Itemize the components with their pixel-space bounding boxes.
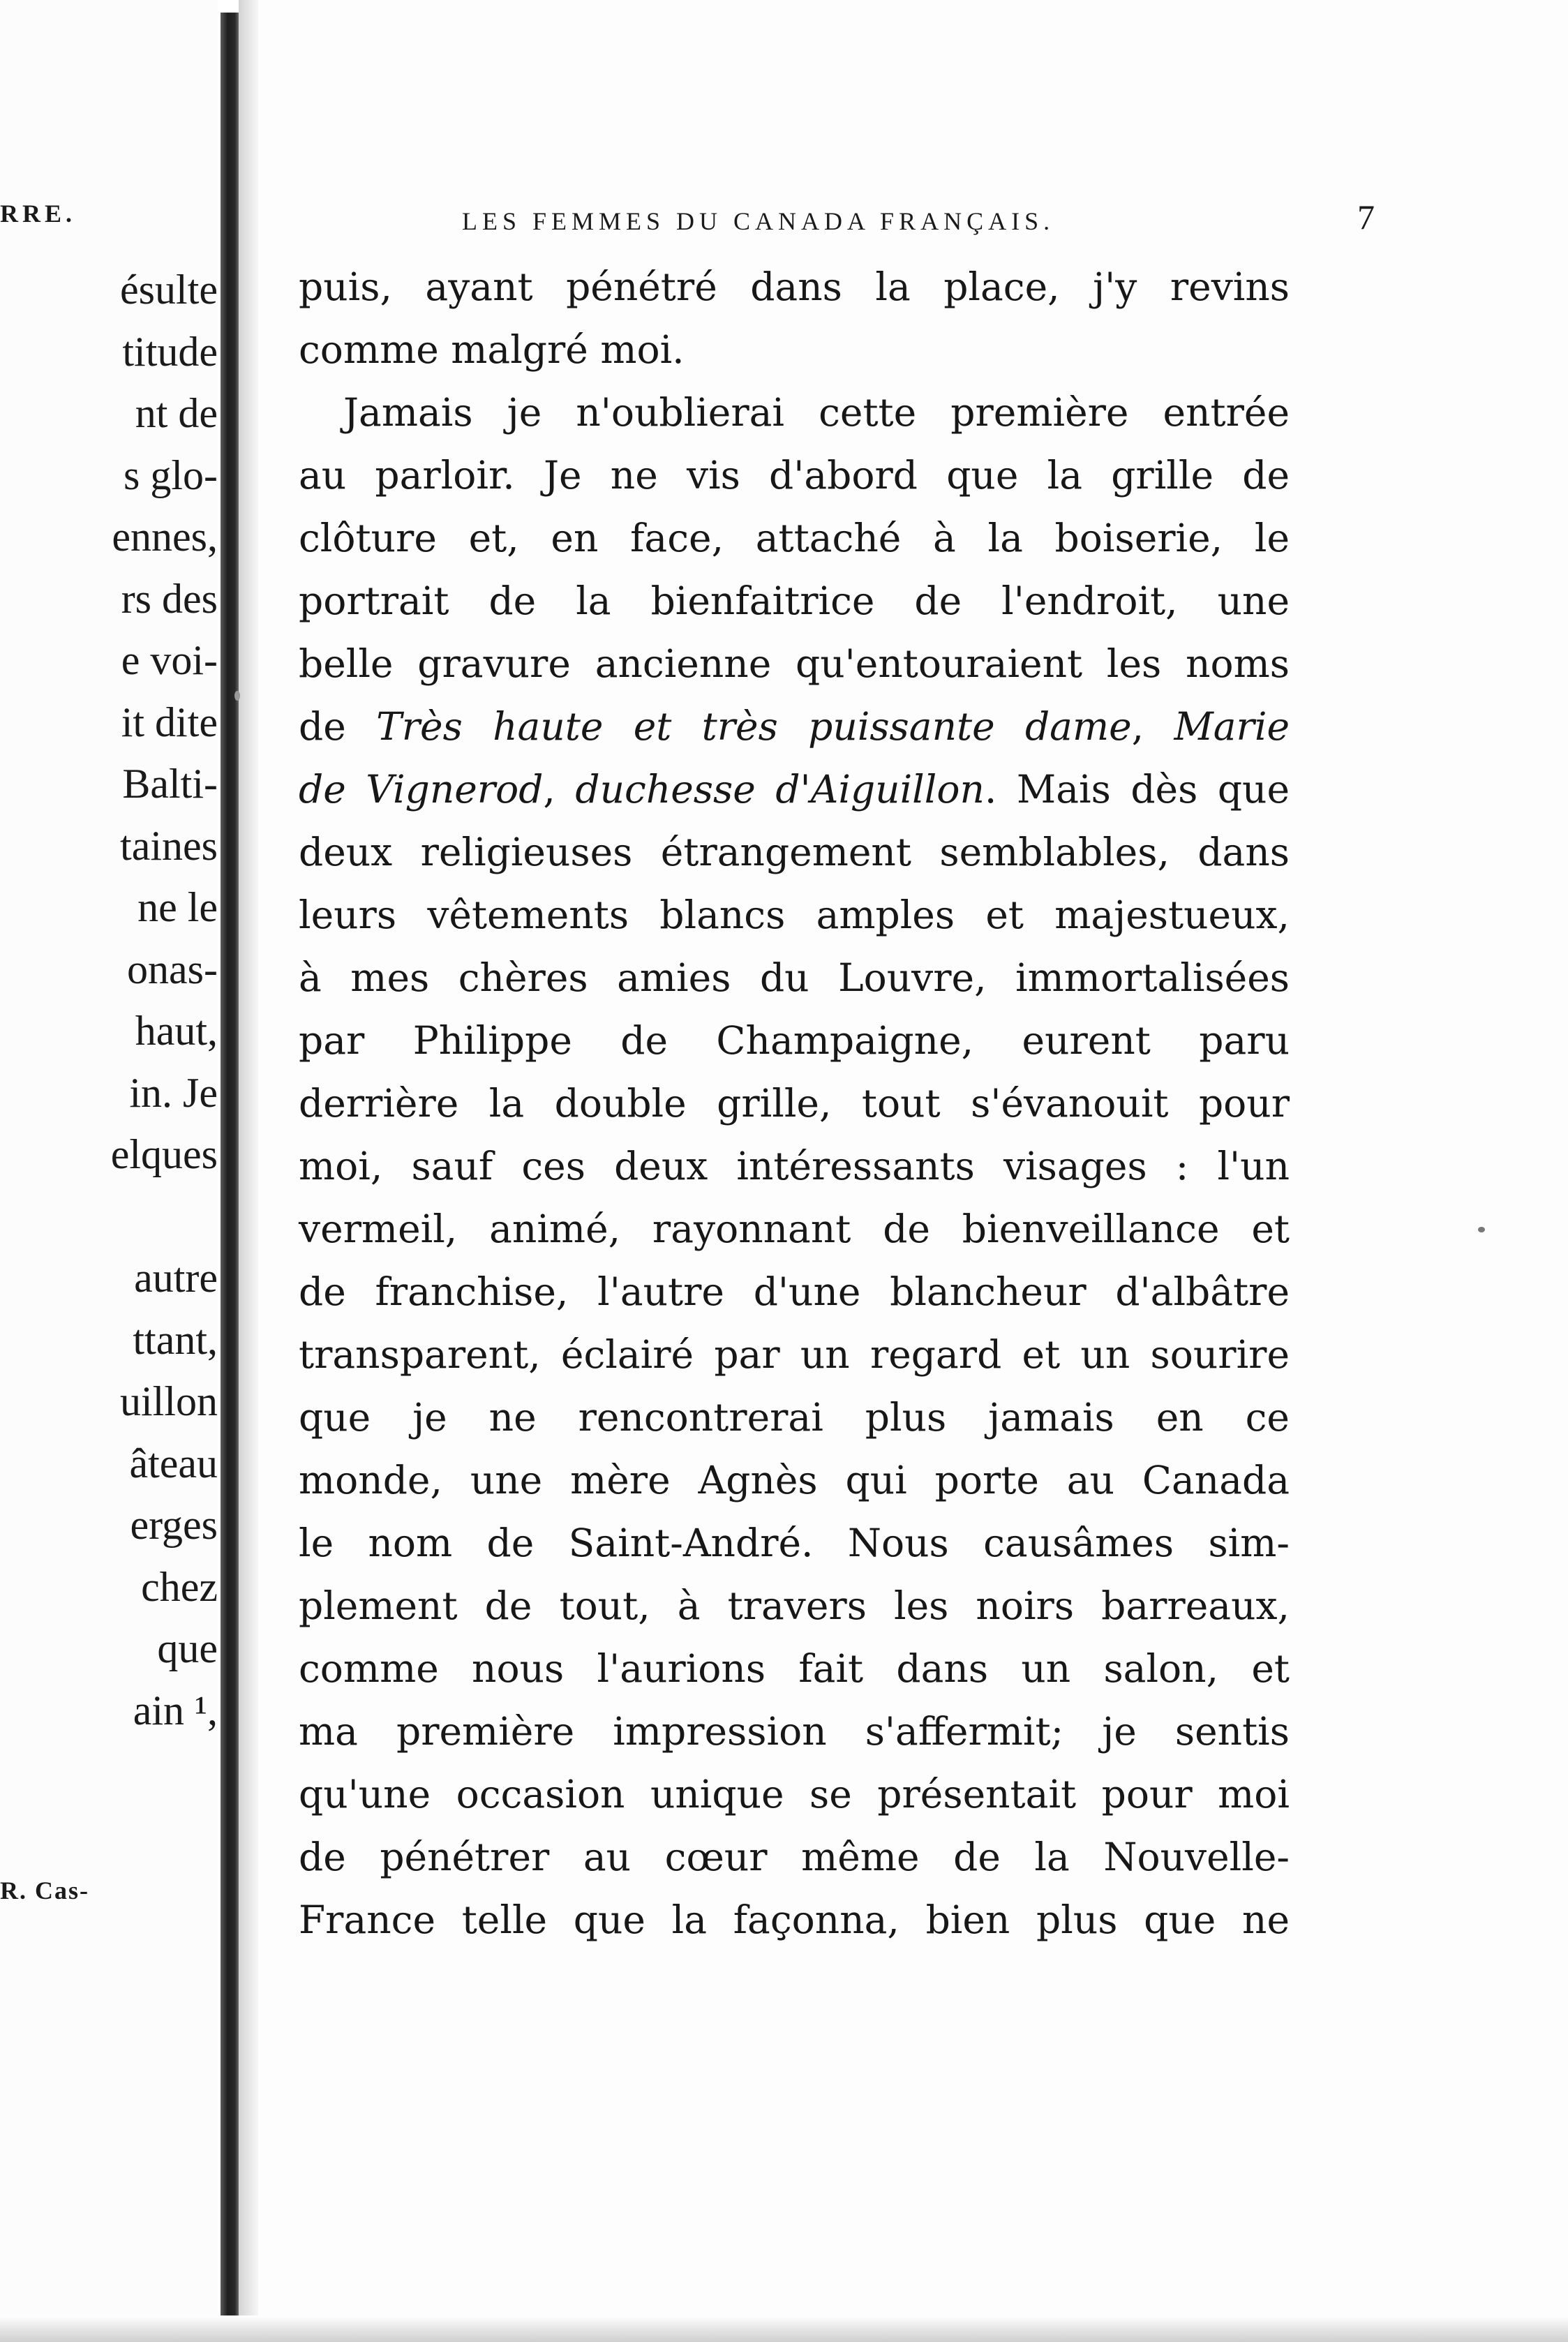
left-page-line: que — [157, 1625, 218, 1671]
left-page-line: rs des — [121, 576, 218, 622]
text-line: que je ne rencontrerai plus jamais en ce — [299, 1395, 1290, 1440]
text-line: par Philippe de Champaigne, eurent paru — [299, 1018, 1290, 1063]
text-line: moi, sauf ces deux intéressants visages : l'un — [299, 1144, 1290, 1188]
left-page-line: ttant, — [133, 1317, 218, 1363]
left-page-line: taines — [120, 823, 218, 869]
left-page-line: autre — [134, 1255, 218, 1301]
text-run: , — [1131, 704, 1174, 749]
left-page-line: erges — [130, 1502, 218, 1548]
left-page-line: in. Je — [129, 1070, 218, 1116]
left-page-line: titude — [122, 329, 218, 375]
text-line: puis, ayant pénétré dans la place, j'y revins — [299, 264, 1290, 309]
left-page-line: s glo- — [124, 452, 218, 498]
left-facing-page — [0, 0, 218, 2342]
text-run: , — [543, 767, 576, 812]
italic-run: Marie — [1174, 704, 1290, 749]
text-line: derrière la double grille, tout s'évanouit pour — [299, 1081, 1290, 1126]
text-line: le nom de Saint-André. Nous causâmes sim- — [299, 1521, 1290, 1565]
left-page-line: Balti- — [122, 761, 218, 807]
text-line: monde, une mère Agnès qui porte au Canada — [299, 1458, 1290, 1502]
gutter-shadow — [239, 0, 258, 2342]
book-binding-gutter — [221, 13, 239, 2342]
running-header — [462, 197, 1375, 241]
text-line: de franchise, l'autre d'une blancheur d'albâtre — [299, 1269, 1290, 1314]
text-line: Jamais je n'oublierai cette première entrée — [343, 390, 1290, 435]
body-text — [299, 255, 1290, 1951]
left-page-line: it dite — [121, 699, 218, 745]
text-line — [299, 758, 1290, 821]
italic-run: de Vignerod — [299, 767, 544, 812]
left-page-footnote: R. Cas- — [0, 1877, 89, 1904]
text-line: belle gravure ancienne qu'entouraient les noms — [299, 641, 1290, 686]
left-page-line: ain ¹, — [133, 1687, 218, 1733]
page-number: 7 — [1357, 197, 1375, 237]
text-line: portrait de la bienfaitrice de l'endroit, une — [299, 579, 1290, 623]
left-page-line: nt de — [135, 390, 218, 436]
left-page-line: âteau — [129, 1440, 218, 1486]
paper-speck — [1478, 1227, 1485, 1232]
scan-bottom-edge — [0, 2315, 1568, 2342]
running-title: LES FEMMES DU CANADA FRANÇAIS. — [462, 207, 1055, 235]
left-page-line: elques — [110, 1131, 218, 1177]
text-line: transparent, éclairé par un regard et un sourire — [299, 1332, 1290, 1377]
left-page-line: onas- — [127, 946, 218, 992]
italic-run: duchesse d'Aiguillon — [575, 767, 985, 812]
text-line: ma première impression s'affermit; je sentis — [299, 1709, 1290, 1754]
text-line: au parloir. Je ne vis d'abord que la grille de — [299, 453, 1290, 498]
italic-run: Très haute et très puissante dame — [376, 704, 1132, 749]
text-line: comme nous l'aurions fait dans un salon, et — [299, 1646, 1290, 1691]
text-run: . Mais dès que — [984, 767, 1290, 812]
text-line — [299, 695, 1290, 758]
left-page-line: e voi- — [121, 637, 218, 683]
left-page-line: uillon — [119, 1378, 218, 1424]
text-line: clôture et, en face, attaché à la boiserie, le — [299, 516, 1290, 560]
text-line: comme malgré moi. — [299, 327, 685, 372]
left-page-line: haut, — [135, 1008, 218, 1054]
text-line: plement de tout, à travers les noirs barreaux, — [299, 1583, 1290, 1628]
text-line: deux religieuses étrangement semblables, dans — [299, 830, 1290, 874]
paper-speck — [234, 691, 240, 701]
text-run: de — [299, 704, 377, 749]
text-line: qu'une occasion unique se présentait pour moi — [299, 1772, 1290, 1817]
right-page — [258, 0, 1568, 2342]
text-line: France telle que la façonna, bien plus que ne — [299, 1897, 1290, 1942]
text-line: leurs vêtements blancs amples et majestueux, — [299, 893, 1290, 937]
text-line: de pénétrer au cœur même de la Nouvelle- — [299, 1835, 1290, 1879]
text-line: à mes chères amies du Louvre, immortalisées — [299, 955, 1290, 1000]
left-page-line: ésulte — [120, 267, 218, 313]
left-page-line: ennes, — [112, 514, 218, 560]
text-line: vermeil, animé, rayonnant de bienveillance et — [299, 1207, 1290, 1251]
left-page-line: ne le — [137, 884, 218, 930]
left-page-running-header: RRE. — [0, 200, 77, 228]
left-page-line: chez — [141, 1564, 218, 1610]
